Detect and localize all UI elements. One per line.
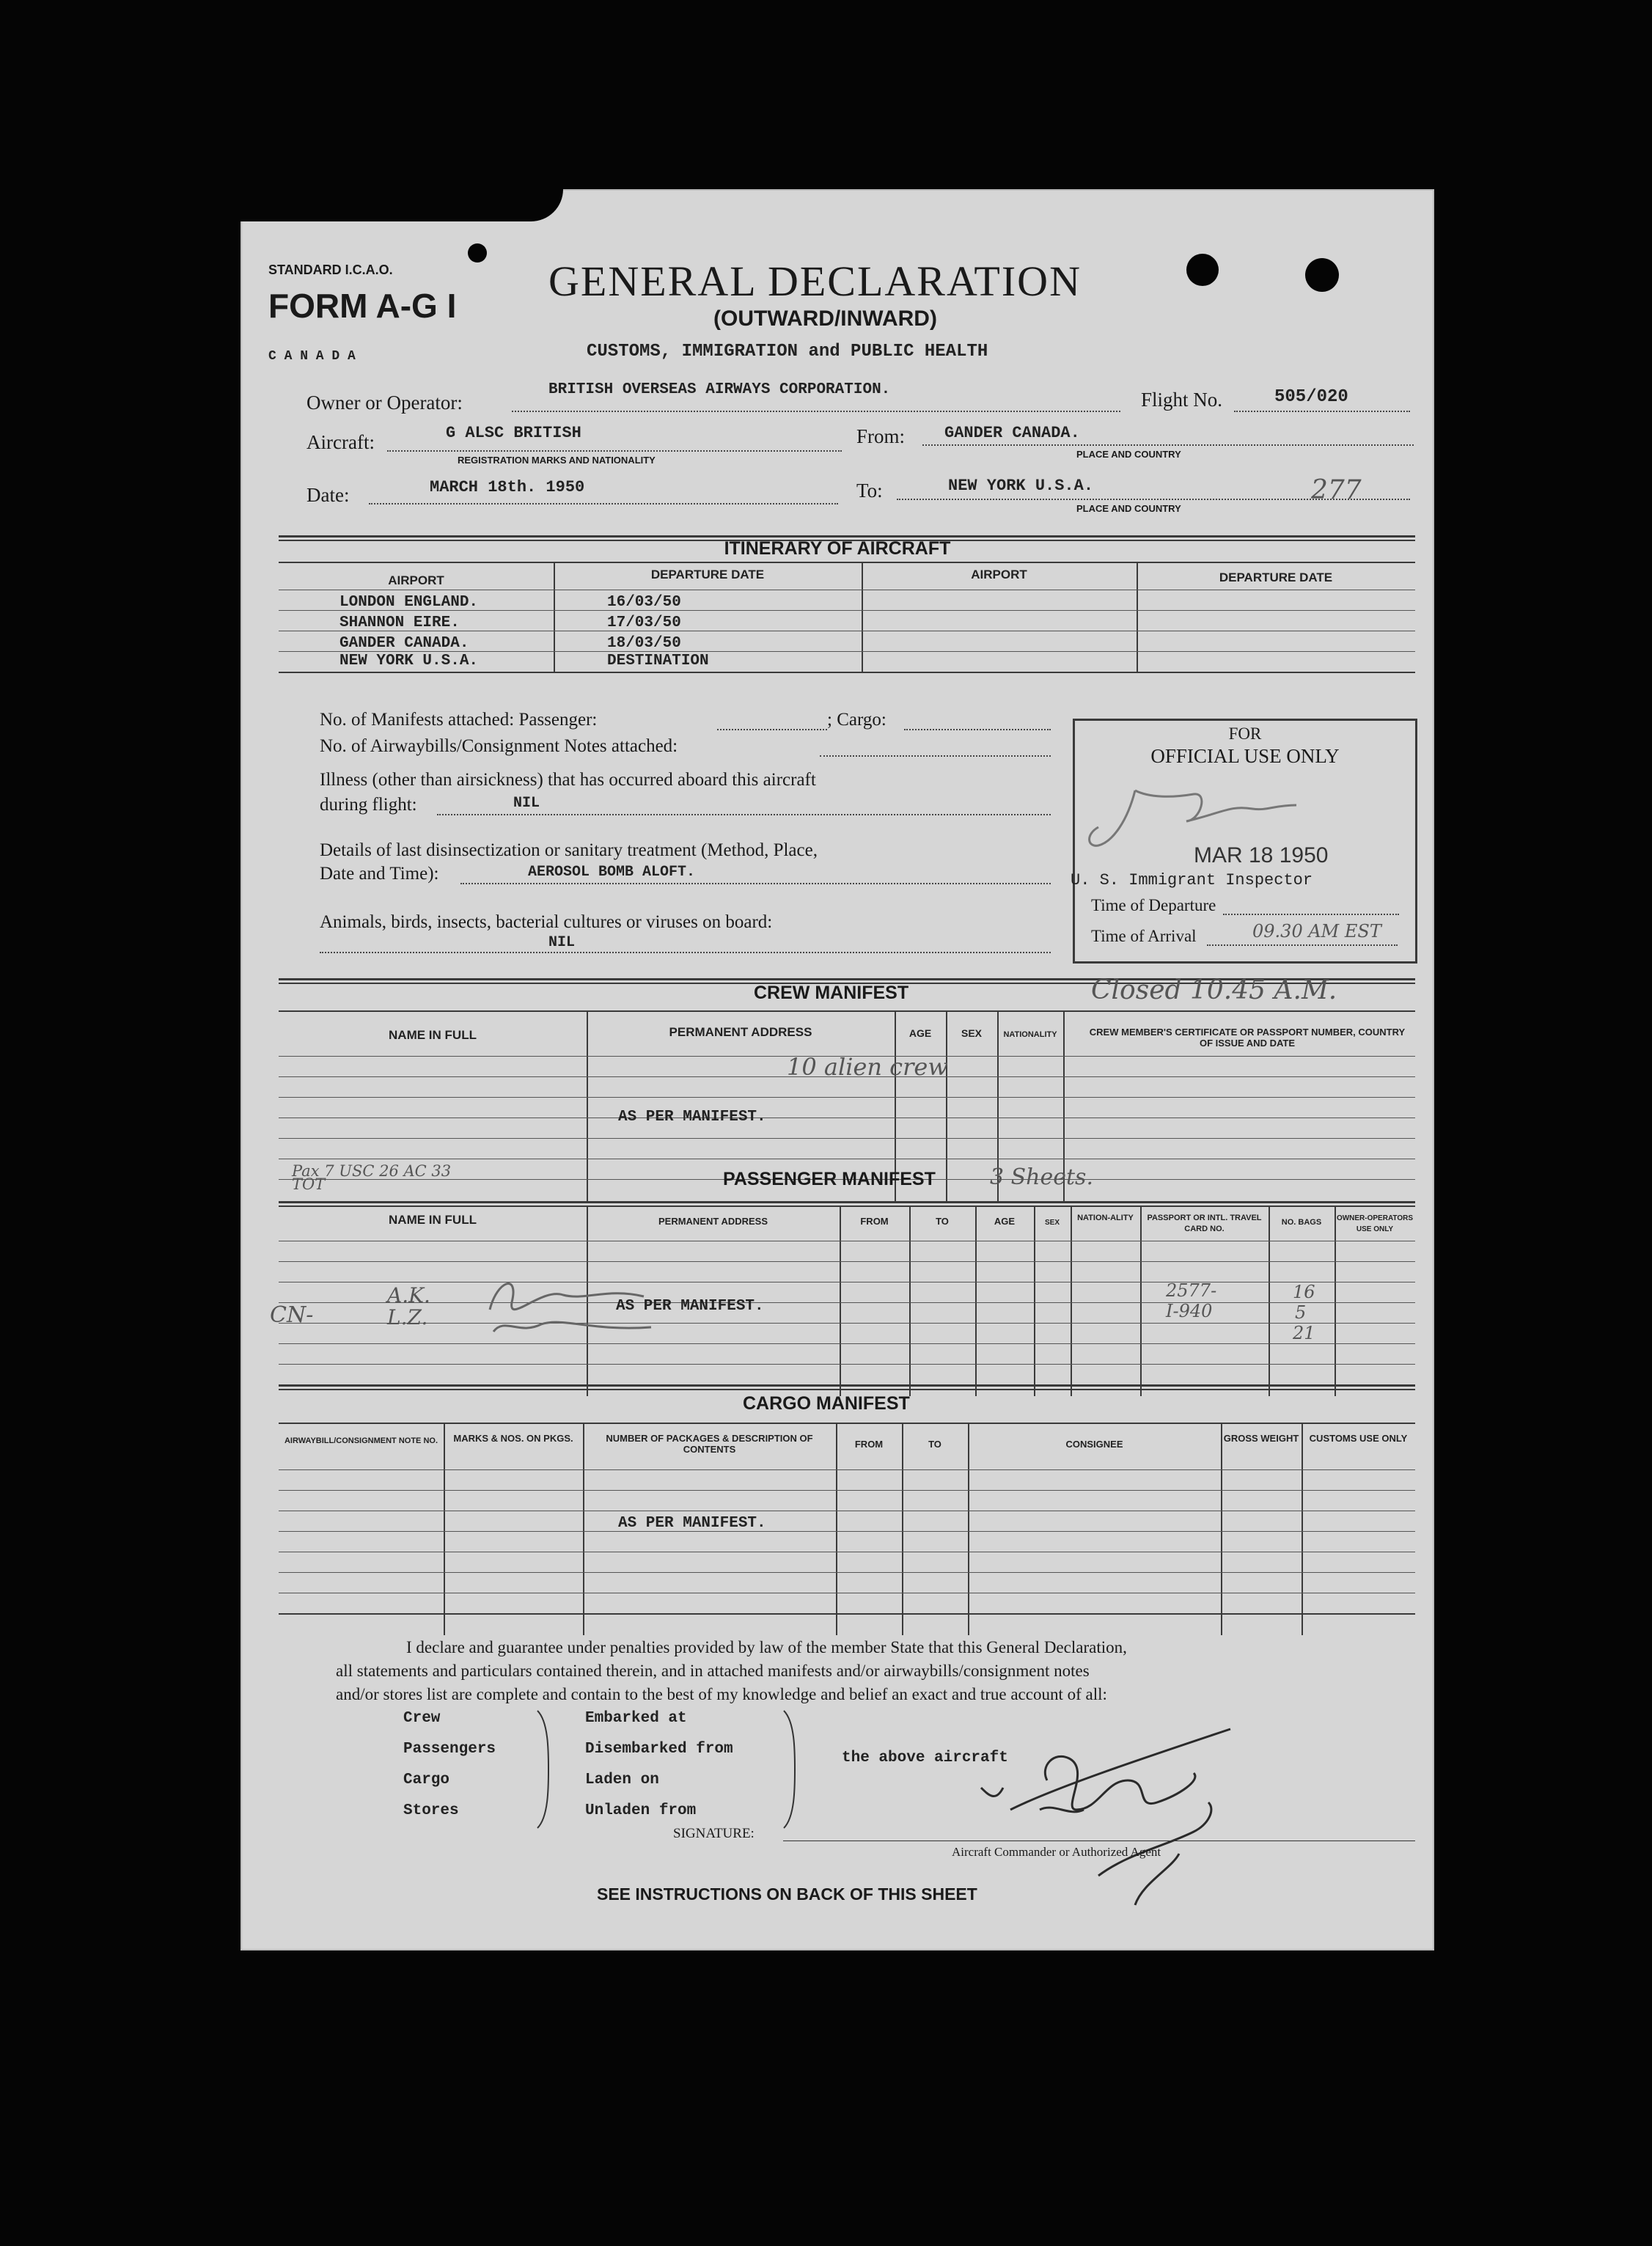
pax-col-to: TO (936, 1216, 949, 1227)
itin-date-4: DESTINATION (607, 653, 709, 669)
owner-label: Owner or Operator: (306, 392, 463, 414)
cargo-col-packages: NUMBER OF PACKAGES & DESCRIPTION OF CONTENTS (606, 1433, 813, 1455)
cargo-col-from: FROM (854, 1439, 884, 1450)
signer-caption: Aircraft Commander or Authorized Agent (952, 1845, 1161, 1859)
illness-value: NIL (513, 795, 540, 812)
form-number: FORM A-G I (268, 287, 457, 325)
cargo-count-label: ; Cargo: (827, 710, 886, 730)
pax-col-address: PERMANENT ADDRESS (658, 1216, 768, 1227)
decl-action-embarked: Embarked at (585, 1710, 687, 1727)
pax-col-nationality: NATION-ALITY (1077, 1214, 1134, 1222)
sub-heading: CUSTOMS, IMMIGRATION and PUBLIC HEALTH (587, 342, 988, 362)
disinsect-label: Details of last disinsectization or sanitary treatment (Method, Place, (320, 840, 818, 860)
itin-date-1: 16/03/50 (607, 594, 681, 611)
manifests-label: No. of Manifests attached: Passenger: (320, 710, 598, 730)
punch-hole (1305, 258, 1339, 292)
standard-label: STANDARD I.C.A.O. (268, 263, 393, 277)
stamp-date: MAR 18 1950 (1194, 843, 1329, 867)
page-title: GENERAL DECLARATION (548, 257, 1082, 305)
pax-typed-entry: AS PER MANIFEST. (616, 1298, 764, 1315)
declaration-line-1: I declare and guarantee under penalties provided by law of the member State that this General Declaration, (406, 1638, 1127, 1656)
itin-col-airport-2: AIRPORT (971, 568, 1027, 581)
itinerary-title: ITINERARY OF AIRCRAFT (724, 538, 951, 559)
decl-item-cargo: Cargo (403, 1772, 450, 1788)
footer-instructions: SEE INSTRUCTIONS ON BACK OF THIS SHEET (597, 1884, 977, 1904)
cargo-col-marks: MARKS & NOS. ON PKGS. (453, 1433, 573, 1444)
crew-col-sex: SEX (961, 1027, 982, 1039)
decl-item-stores: Stores (403, 1802, 459, 1819)
crew-col-nationality: NATIONALITY (1003, 1030, 1057, 1039)
pax-col-bags: NO. BAGS (1281, 1218, 1322, 1227)
decl-brace-left (534, 1707, 556, 1832)
pax-bags-total: 21 (1293, 1323, 1315, 1343)
itin-col-departure: DEPARTURE DATE (650, 568, 765, 581)
crew-col-age: AGE (908, 1027, 932, 1039)
cargo-col-weight: GROSS WEIGHT (1223, 1433, 1299, 1444)
declaration-line-2: all statements and particulars contained therein, and in attached manifests and/or airwaybills/consignment notes (336, 1662, 1090, 1680)
torn-corner (241, 189, 563, 221)
signature-label: SIGNATURE: (673, 1826, 755, 1841)
flight-number: 505/020 (1274, 387, 1348, 407)
decl-action-unladen: Unladen from (585, 1802, 697, 1819)
itin-airport-3: GANDER CANADA. (339, 635, 469, 652)
official-use-title: OFFICIAL USE ONLY (1150, 745, 1340, 767)
cargo-title: CARGO MANIFEST (743, 1393, 910, 1414)
itin-date-2: 17/03/50 (607, 614, 681, 631)
itin-col-departure-2: DEPARTURE DATE (1219, 570, 1333, 584)
itin-airport-4: NEW YORK U.S.A. (339, 653, 479, 669)
pax-bags-2: 5 (1295, 1302, 1307, 1323)
itin-airport-2: SHANNON EIRE. (339, 614, 460, 631)
pax-initials: A.K. L.Z. (387, 1283, 430, 1329)
pax-col-passport: PASSPORT OR INTL. TRAVEL CARD NO. (1147, 1214, 1262, 1233)
cargo-col-to: TO (928, 1439, 941, 1450)
time-arrival-value: 09.30 AM EST (1252, 921, 1381, 942)
aircraft-value: G ALSC BRITISH (446, 424, 581, 442)
itin-col-airport: AIRPORT (388, 573, 444, 587)
crew-handwritten-entry: 10 alien crew (787, 1053, 948, 1081)
to-value: NEW YORK U.S.A. (948, 477, 1094, 495)
country-label: C A N A D A (268, 349, 356, 364)
illness-label: Illness (other than airsickness) that has occurred aboard this aircraft (320, 770, 816, 790)
crew-col-certificate: CREW MEMBER'S CERTIFICATE OR PASSPORT NUMBER, COUNTRY OF ISSUE AND DATE (1089, 1027, 1406, 1049)
from-label: From: (856, 425, 906, 447)
declaration-line-3: and/or stores list are complete and contain to the best of my knowledge and belief an exact and true account of all: (336, 1685, 1107, 1703)
flight-label: Flight No. (1141, 389, 1223, 411)
to-caption: PLACE AND COUNTRY (1076, 503, 1181, 514)
form-sheet (241, 189, 1434, 1950)
pax-col-sex: SEX (1044, 1219, 1060, 1227)
disinsect-value: AEROSOL BOMB ALOFT. (528, 864, 696, 881)
pax-col-name: NAME IN FULL (389, 1213, 477, 1227)
pax-col-from: FROM (860, 1216, 889, 1227)
pax-bags-1: 16 (1293, 1282, 1315, 1302)
crew-title: CREW MANIFEST (754, 983, 909, 1003)
aircraft-label: Aircraft: (306, 431, 375, 453)
airwaybills-label: No. of Airwaybills/Consignment Notes attached: (320, 736, 678, 756)
itin-airport-1: LONDON ENGLAND. (339, 594, 479, 611)
handwritten-number: 277 (1311, 475, 1362, 505)
disinsect-label-2: Date and Time): (320, 864, 439, 884)
pax-col-age: AGE (994, 1216, 1016, 1227)
aircraft-caption: REGISTRATION MARKS AND NATIONALITY (458, 455, 656, 466)
animals-value: NIL (548, 934, 576, 951)
owner-value: BRITISH OVERSEAS AIRWAYS CORPORATION. (548, 381, 891, 398)
cargo-col-customs: CUSTOMS USE ONLY (1309, 1433, 1408, 1444)
passenger-title: PASSENGER MANIFEST (723, 1169, 936, 1189)
page-subtitle: (OUTWARD/INWARD) (713, 307, 937, 331)
pax-col-owner: OWNER-OPERATORS USE ONLY (1336, 1214, 1414, 1233)
decl-action-laden: Laden on (585, 1772, 659, 1788)
date-value: MARCH 18th. 1950 (430, 478, 585, 496)
passenger-counts: Pax 7 USC 26 AC 33 TOT (292, 1162, 452, 1193)
crew-handwritten-note: Closed 10.45 A.M. (1091, 975, 1337, 1005)
animals-label: Animals, birds, insects, bacterial cultures or viruses on board: (320, 912, 773, 932)
to-label: To: (856, 480, 883, 502)
cargo-col-airwaybill: AIRWAYBILL/CONSIGNMENT NOTE NO. (284, 1436, 438, 1445)
decl-item-passengers: Passengers (403, 1741, 496, 1758)
commander-signature (952, 1700, 1289, 1920)
decl-item-crew: Crew (403, 1710, 441, 1727)
passenger-sheets: 3 Sheets. (990, 1164, 1093, 1190)
crew-col-name: NAME IN FULL (389, 1028, 477, 1042)
from-caption: PLACE AND COUNTRY (1076, 449, 1181, 460)
official-for: FOR (1228, 724, 1262, 743)
during-flight-label: during flight: (320, 795, 417, 815)
time-departure-label: Time of Departure (1091, 896, 1216, 914)
stamp-title: U. S. Immigrant Inspector (1071, 871, 1313, 889)
decl-action-disembarked: Disembarked from (585, 1741, 733, 1758)
pax-passport-2: I-940 (1166, 1301, 1213, 1321)
time-arrival-label: Time of Arrival (1091, 927, 1197, 945)
date-label: Date: (306, 484, 350, 506)
decl-aircraft-text: the above aircraft (842, 1750, 1008, 1766)
punch-hole (1186, 254, 1219, 286)
cargo-col-consignee: CONSIGNEE (1065, 1439, 1123, 1450)
punch-hole (468, 243, 487, 263)
cargo-typed-entry: AS PER MANIFEST. (618, 1515, 766, 1532)
pax-margin-note: CN- (270, 1302, 314, 1328)
crew-typed-entry: AS PER MANIFEST. (618, 1109, 766, 1126)
pax-passport-1: 2577- (1166, 1280, 1217, 1301)
itin-date-3: 18/03/50 (607, 635, 681, 652)
from-value: GANDER CANADA. (944, 424, 1080, 442)
crew-col-address: PERMANENT ADDRESS (669, 1025, 812, 1039)
decl-brace-right (780, 1707, 802, 1832)
